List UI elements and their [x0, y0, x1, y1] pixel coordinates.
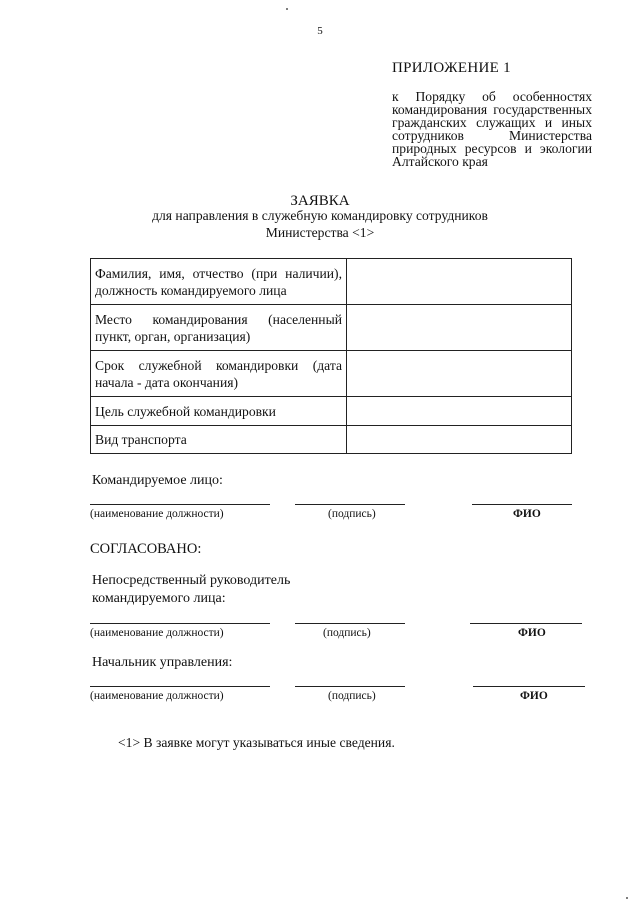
name-caption: ФИО — [518, 627, 546, 639]
signature-line[interactable] — [295, 686, 405, 687]
row-value-period[interactable] — [347, 351, 572, 397]
name-line[interactable] — [473, 686, 585, 687]
position-line[interactable] — [90, 504, 270, 505]
row-label-full-name: Фамилия, имя, отчество (при наличии), должность командируемого лица — [91, 259, 347, 305]
row-label-destination: Место командирования (населенный пункт, орган, организация) — [91, 305, 347, 351]
table-row — [91, 305, 572, 351]
name-line[interactable] — [470, 623, 582, 624]
appendix-block — [392, 60, 592, 168]
department-head-label: Начальник управления: — [92, 655, 233, 670]
document-subtitle-line2: Министерства <1> — [265, 225, 375, 240]
request-form-table — [90, 258, 572, 454]
row-value-transport[interactable] — [347, 426, 572, 454]
position-line[interactable] — [90, 623, 270, 624]
row-label-transport: Вид транспорта — [91, 426, 347, 454]
scan-speck — [286, 8, 288, 10]
direct-manager-label-line1: Непосредственный руководитель — [92, 573, 291, 588]
row-label-period: Срок служебной командировки (дата начала - дата окончания) — [91, 351, 347, 397]
row-value-full-name[interactable] — [347, 259, 572, 305]
row-value-purpose[interactable] — [347, 397, 572, 426]
table-row — [91, 351, 572, 397]
position-caption: (наименование должности) — [90, 690, 224, 702]
appendix-text: к Порядку об особенностях командирования государственных гражданских служащих и иных сотрудников Министерства природных ресурсов и экологии Алтайского края — [392, 89, 592, 169]
name-caption: ФИО — [513, 508, 541, 520]
signature-line[interactable] — [295, 623, 405, 624]
seconded-person-label: Командируемое лицо: — [92, 473, 223, 488]
page-number: 5 — [317, 25, 323, 37]
footnote: <1> В заявке могут указываться иные сведения. — [118, 735, 395, 750]
signature-caption: (подпись) — [328, 690, 376, 702]
scan-speck — [626, 897, 628, 899]
document-title: ЗАЯВКА — [290, 193, 350, 209]
table-row — [91, 259, 572, 305]
table-row — [91, 397, 572, 426]
appendix-title: ПРИЛОЖЕНИЕ 1 — [392, 60, 511, 76]
table-row — [91, 426, 572, 454]
name-caption: ФИО — [520, 690, 548, 702]
position-caption: (наименование должности) — [90, 508, 224, 520]
signature-caption: (подпись) — [323, 627, 371, 639]
row-label-purpose: Цель служебной командировки — [91, 397, 347, 426]
direct-manager-label-line2: командируемого лица: — [92, 591, 226, 606]
name-line[interactable] — [472, 504, 572, 505]
position-line[interactable] — [90, 686, 270, 687]
row-value-destination[interactable] — [347, 305, 572, 351]
agreed-label: СОГЛАСОВАНО: — [90, 541, 202, 557]
signature-caption: (подпись) — [328, 508, 376, 520]
position-caption: (наименование должности) — [90, 627, 224, 639]
document-subtitle-line1: для направления в служебную командировку сотрудников — [152, 208, 488, 223]
signature-line[interactable] — [295, 504, 405, 505]
